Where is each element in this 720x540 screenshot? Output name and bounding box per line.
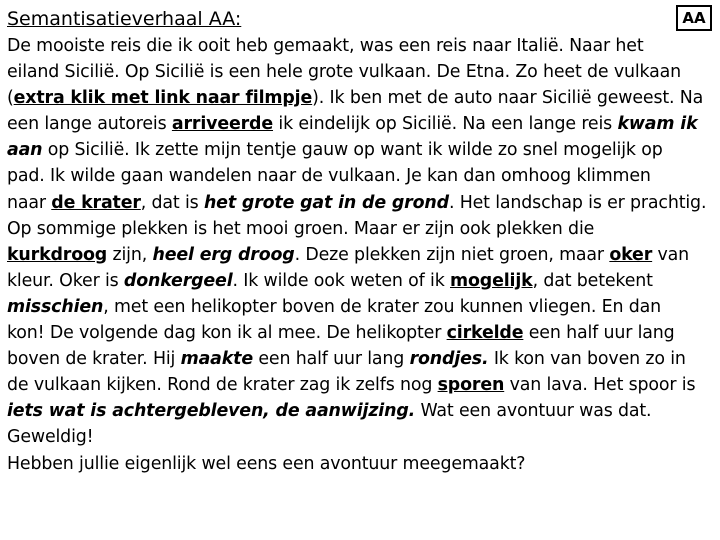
story-line [7,137,717,163]
definition-text: het grote gat in de grond [203,192,449,213]
story-text-segment: , met een helikopter boven de krater zou kunnen vliegen. En dan [103,296,661,317]
story-line [7,320,717,346]
slide-title: Semantisatieverhaal AA: [7,8,242,30]
story-text-segment: pad. Ik wilde gaan wandelen naar de vulkaan. Je kan dan omhoog klimmen [7,166,651,187]
story-text-segment: van [652,244,690,265]
story-text-segment: zijn, [107,244,153,265]
story-text-segment: ik eindelijk op Sicilië. Na een lange reis [273,114,618,135]
story-text-segment: een lange autoreis [7,114,172,135]
story-text-segment: , dat betekent [532,270,653,291]
story-text [7,33,717,477]
definition-text: misschien [7,296,104,317]
story-line [7,242,717,268]
story-line [7,346,717,372]
vocab-link[interactable]: kurkdroog [7,244,108,265]
story-text-segment: naar [7,192,52,213]
story-text-segment: de vulkaan kijken. Rond de krater zag ik zelfs nog [7,375,438,396]
story-text-segment: kleur. Oker is [7,270,124,291]
story-text-segment: eiland Sicilië. Op Sicilië is een hele grote vulkaan. De Etna. Zo heet de vulkaan [7,62,682,83]
story-text-segment: kon! De volgende dag kon ik al mee. De helikopter [7,323,447,344]
story-text-segment: ( [7,88,14,109]
story-text-segment: . Het landschap is er prachtig. [448,192,707,213]
story-text-segment: . Ik wilde ook weten of ik [232,270,450,291]
story-text-segment: , dat is [140,192,204,213]
story-text-segment: Wat een avontuur was dat. [415,401,652,422]
story-line [7,216,717,242]
vocab-link[interactable]: cirkelde [446,323,524,344]
vocab-link[interactable]: oker [609,244,653,265]
story-line [7,424,717,450]
definition-text: donkergeel [123,270,233,291]
story-line [7,33,717,59]
story-text-segment: Ik kon van boven zo in [488,349,686,370]
definition-text: heel erg droog [152,244,295,265]
story-line [7,111,717,137]
story-line [7,294,717,320]
story-line [7,59,717,85]
story-line [7,85,717,111]
story-text-segment: . Deze plekken zijn niet groen, maar [294,244,610,265]
story-text-segment: op Sicilië. Ik zette mijn tentje gauw op want ik wilde zo snel mogelijk op [42,140,663,161]
story-line [7,451,717,477]
level-badge: AA [676,5,712,31]
story-text-segment: Op sommige plekken is het mooi groen. Maar er zijn ook plekken die [7,218,595,239]
story-text-segment: ). Ik ben met de auto naar Sicilië geweest. Na [312,88,704,109]
vocab-link[interactable]: mogelijk [450,270,533,291]
definition-text: aan [7,140,43,161]
story-line [7,398,717,424]
definition-text: maakte [180,349,253,370]
story-line [7,190,717,216]
definition-text: iets wat is achtergebleven, de aanwijzing. [7,401,416,422]
story-text-segment: een half uur lang [523,323,675,344]
vocab-link[interactable]: sporen [437,375,505,396]
story-text-segment: De mooiste reis die ik ooit heb gemaakt, was een reis naar Italië. Naar het [7,36,644,56]
story-text-segment: Hebben jullie eigenlijk wel eens een avontuur meegemaakt? [7,453,526,474]
definition-text: kwam ik [617,114,698,135]
story-text-segment: van lava. Het spoor is [504,375,696,396]
story-text-segment: boven de krater. Hij [7,349,181,370]
vocab-link[interactable]: arriveerde [171,114,274,135]
definition-text: rondjes. [409,349,489,370]
story-text-segment: een half uur lang [252,349,410,370]
story-text-segment: Geweldig! [7,427,94,448]
story-line [7,268,717,294]
vocab-link[interactable]: extra klik met link naar filmpje [13,88,313,109]
story-line [7,372,717,398]
vocab-link[interactable]: de krater [51,192,141,213]
story-line [7,163,717,189]
